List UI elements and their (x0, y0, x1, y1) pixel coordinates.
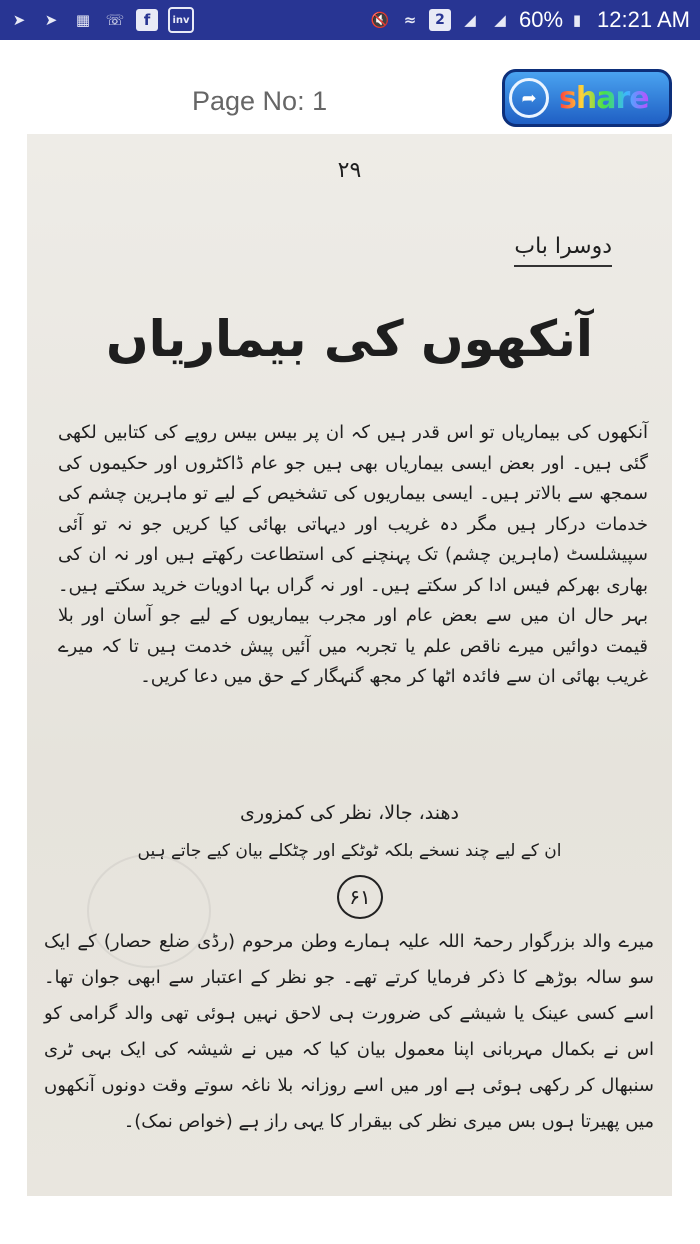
notification-icons (8, 6, 194, 34)
signal-icon: ◢ (494, 11, 506, 29)
section-heading: دھند، جالا، نظر کی کمزوری (240, 802, 459, 824)
clock: 12:21 AM (597, 7, 690, 32)
signal-icon: ◢ (464, 11, 476, 29)
book-page-content (27, 134, 672, 1196)
paragraph-intro: آنکھوں کی بیماریاں تو اس قدر ہیں کہ ان پر بیس بیس روپے کی کتابیں لکھی گئی ہیں۔ اور بعض ایسی بیماریاں بھی ہیں جو عام ڈاکٹروں اور حکیموں کی سمجھ سے بالاتر ہیں۔ ایسی بیماریوں کی تشخیص کے لیے تو ماہرین چشم کی خدمات درکار ہیں مگر دہ غریب اور دیہاتی بھائی کیا کریں جو نہ تو آئی سپیشلسٹ (ماہرین چشم) تک پہنچنے کی استطاعت رکھتے ہیں اور نہ ان کی بھاری بھرکم فیس ادا کر سکتے ہیں۔ اور نہ گراں بہا ادویات خرید سکتے ہیں۔ بہر حال ان میں سے بعض عام اور مجرب بیماریوں کے لیے جو آسان اور بلا قیمت دوائیں میرے ناقص علم یا تجربہ میں آئیں پیش خدمت ہیں تا کہ میرے غریب بھائی ان سے فائدہ اٹھا کر مجھ گنہگار کے حق میں دعا کریں۔ (58, 422, 648, 687)
facebook-icon: f (136, 9, 158, 31)
section-subline: ان کے لیے چند نسخے بلکہ ٹوٹکے اور چٹکلے بیان کیے جاتے ہیں (137, 841, 562, 861)
page-number-label: Page No: 1 (192, 86, 328, 116)
wifi-icon: ≈ (403, 11, 417, 29)
navigation-icon: ➤ (44, 11, 58, 29)
mute-icon: 🔇 (370, 11, 390, 29)
remedy-number: ۶۱ (337, 875, 383, 919)
image-icon: ▦ (75, 11, 91, 29)
share-button[interactable] (502, 69, 672, 127)
page-title: آنکھوں کی بیماریاں (106, 310, 593, 368)
share-icon: ➦ (509, 78, 549, 118)
chapter-heading: دوسرا باب (514, 234, 612, 267)
status-bar (0, 0, 700, 40)
sim-icon: 2 (429, 9, 451, 31)
whatsapp-icon: ☏ (105, 11, 125, 29)
battery-icon: ▮ (572, 11, 582, 29)
inv-icon: inv (168, 7, 194, 33)
battery-percent: 60% (519, 7, 564, 32)
navigation-icon: ➤ (12, 11, 26, 29)
book-page-number: ۲۹ (337, 158, 362, 183)
system-status (369, 4, 690, 36)
paragraph-remedy: میرے والد بزرگوار رحمۃ اللہ علیہ ہمارے وطن مرحوم (رڈی ضلع حصار) کے ایک سو سالہ بوڑھے کا ذکر فرمایا کرتے تھے۔ جو نظر کے اعتبار سے ابھی جوان تھا۔ اسے کسی عینک یا شیشے کی ضرورت ہی لاحق نہیں ہوئی تھی والد گرامی کو اس نے بکمال مہربانی اپنا معمول بیان کیا کہ میں نے شیشہ کی ایک بہی ٹری سنبھال کر رکھی ہوئی ہے اور میں اسے روزانہ بلا ناغہ سوتے وقت دونوں آنکھوں میں پھیرتا ہوں بس میری نظر کی بیقرار کا یہی راز ہے (خواص نمک)۔ (44, 931, 654, 1132)
book-page-image[interactable] (27, 134, 672, 1196)
share-button-label: share (559, 80, 649, 116)
